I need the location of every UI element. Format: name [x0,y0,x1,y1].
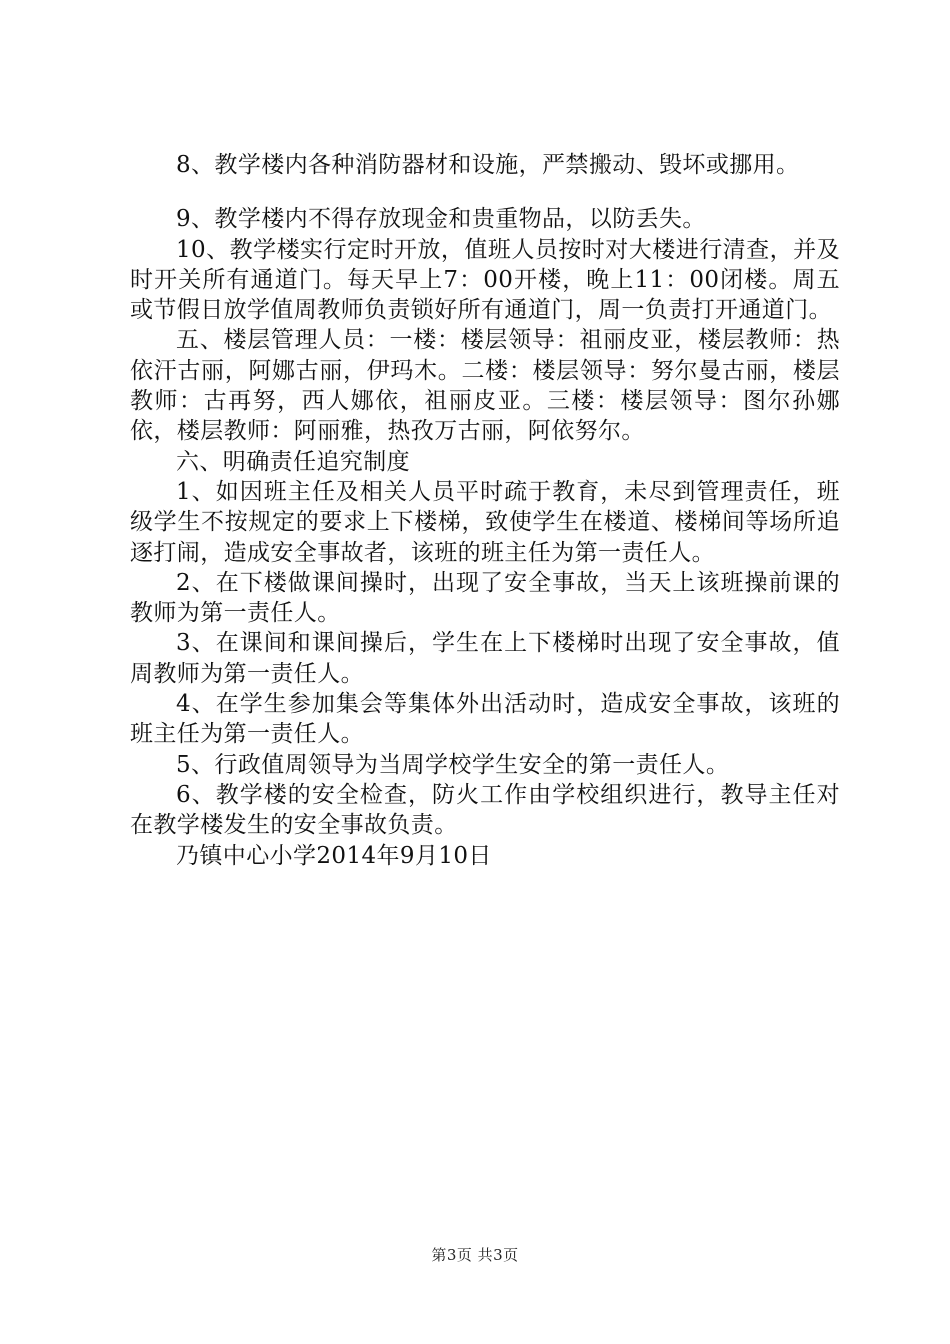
signature-date-line: 乃镇中心小学2014年9月10日 [176,842,492,869]
document-body [130,150,840,871]
paragraph-item-10: 10、教学楼实行定时开放，值班人员按时对大楼进行清查，并及时开关所有通道门。每天早上7：00开楼，晚上11：00闭楼。周五或节假日放学值周教师负责锁好所有通道门，周一负责打开通道门。 [130,236,840,324]
paragraph-responsibility-5: 5、行政值周领导为当周学校学生安全的第一责任人。 [176,751,730,778]
paragraph-item-9: 9、教学楼内不得存放现金和贵重物品，以防丢失。 [176,206,706,233]
paragraph-responsibility-4: 4、在学生参加集会等集体外出活动时，造成安全事故，该班的班主任为第一责任人。 [130,691,840,748]
page-number-footer: 第3页 共3页 [431,1246,519,1264]
paragraph-responsibility-6: 6、教学楼的安全检查，防火工作由学校组织进行，教导主任对在教学楼发生的安全事故负责。 [130,781,840,839]
paragraph-item-8: 8、教学楼内各种消防器材和设施，严禁搬动、毁坏或挪用。 [176,152,800,178]
paragraph-responsibility-3: 3、在课间和课间操后，学生在上下楼梯时出现了安全事故，值周教师为第一责任人。 [130,630,840,687]
paragraph-floor-managers: 五、楼层管理人员：一楼：楼层领导：祖丽皮亚，楼层教师：热依汗古丽，阿娜古丽，伊玛木。二楼：楼层领导：努尔曼古丽，楼层教师：古再努，西人娜依，祖丽皮亚。三楼：楼层领导：图尔孙娜依，楼层教师：阿丽雅，热孜万古丽，阿依努尔。 [130,327,840,445]
paragraph-responsibility-1: 1、如因班主任及相关人员平时疏于教育，未尽到管理责任，班级学生不按规定的要求上下楼梯，致使学生在楼道、楼梯间等场所追逐打闹，造成安全事故者，该班的班主任为第一责任人。 [130,478,840,566]
section-heading-responsibility: 六、明确责任追究制度 [176,448,410,475]
paragraph-responsibility-2: 2、在下楼做课间操时，出现了安全事故，当天上该班操前课的教师为第一责任人。 [130,569,840,627]
